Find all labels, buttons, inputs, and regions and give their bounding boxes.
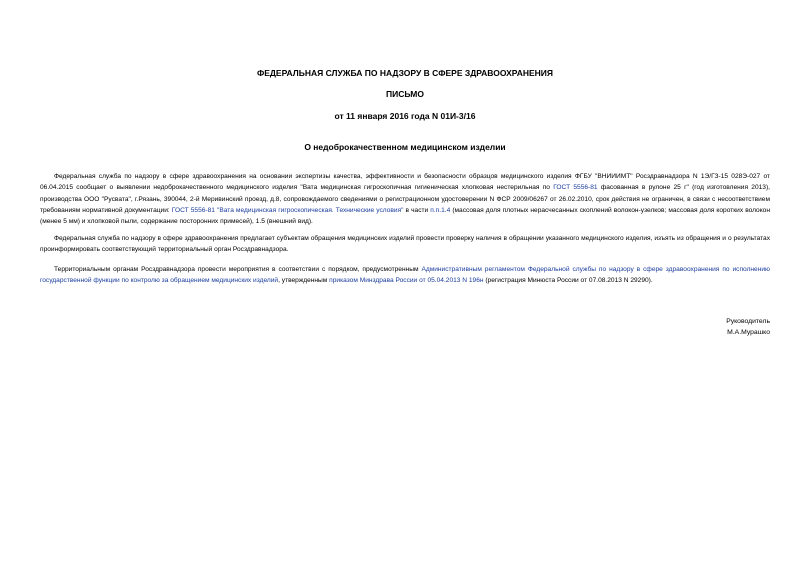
paragraph-text: (массовая доля плотных нерасчесанных скоплений волокон-узелков; массовая доля коротких волокон (менее 5 мм) и хлопковой пыли, содержание посторонних примесей), 1.5 (внешний вид). (40, 206, 770, 226)
paragraph-text: Федеральная служба по надзору в сфере здравоохранения на основании экспертизы качества, эффективности и безопасности образцов медицинского изделия ФГБУ "ВНИИИМТ" Росздравнадзора N 1Э/ГЗ-15 028Э-027 от 06.04.2015 сообщает о выявлении недоброкачественного медицинского изделия "Вата медицинская гигроскопичная гигиеническая хлопковая нестерильная по (40, 173, 770, 192)
gost-title-link[interactable]: ГОСТ 5556-81 "Вата медицинская гигроскопическая. Технические условия" (171, 206, 404, 214)
gost-link[interactable]: ГОСТ 5556-81 (553, 184, 598, 192)
clause-link[interactable]: п.п.1.4 (430, 206, 451, 214)
order-link[interactable]: приказом Минздрава России от 05.04.2013 N 196н (329, 277, 484, 285)
document-date-number: от 11 января 2016 года N 01И-3/16 (334, 111, 476, 121)
regulation-link[interactable]: Административным регламентом Федеральной службы по надзору в сфере здравоохранения по исполнению государственной функции по контролю за обращением медицинских изделий (40, 266, 770, 285)
paragraph-text: Территориальным органам Росздравнадзора провести мероприятия в соответствии с порядком, предусмотренным (54, 266, 422, 273)
paragraph-1 (40, 171, 770, 227)
signature-title: Руководитель (726, 318, 770, 325)
paragraph-3 (40, 264, 770, 287)
agency-heading: ФЕДЕРАЛЬНАЯ СЛУЖБА ПО НАДЗОРУ В СФЕРЕ ЗДРАВООХРАНЕНИЯ (256, 68, 554, 78)
paragraph-text: фасованная в рулоне 25 г" (год изготовления 2013), производства ООО "Русвата", г.Рязань, 390044, 2-й Меривинский проезд, д.8, сопровождаемого сведениями о регистрационном удостоверении N ФСР 2009/06267 от 26.02.2010, срок действия не ограничен, в связи с несоответствием требованиям нормативной документации: (40, 184, 770, 214)
signature-name: М.А.Мурашко (727, 329, 770, 336)
document-subject: О недоброкачественном медицинском изделии (304, 142, 506, 152)
document-type: ПИСЬМО (386, 89, 424, 99)
paragraph-text: в части (403, 206, 431, 214)
paragraph-text: , утвержденным (278, 277, 330, 285)
paragraph-text: (регистрация Минюста России от 07.08.2013 N 29290). (483, 277, 653, 285)
paragraph-2: Федеральная служба по надзору в сфере здравоохранения предлагает субъектам обращения медицинских изделий провести проверку наличия в обращении указанного медицинского изделия, изъять из обращения и о результатах проинформировать соответствующий территориальный орган Росздравнадзора. (40, 235, 770, 254)
